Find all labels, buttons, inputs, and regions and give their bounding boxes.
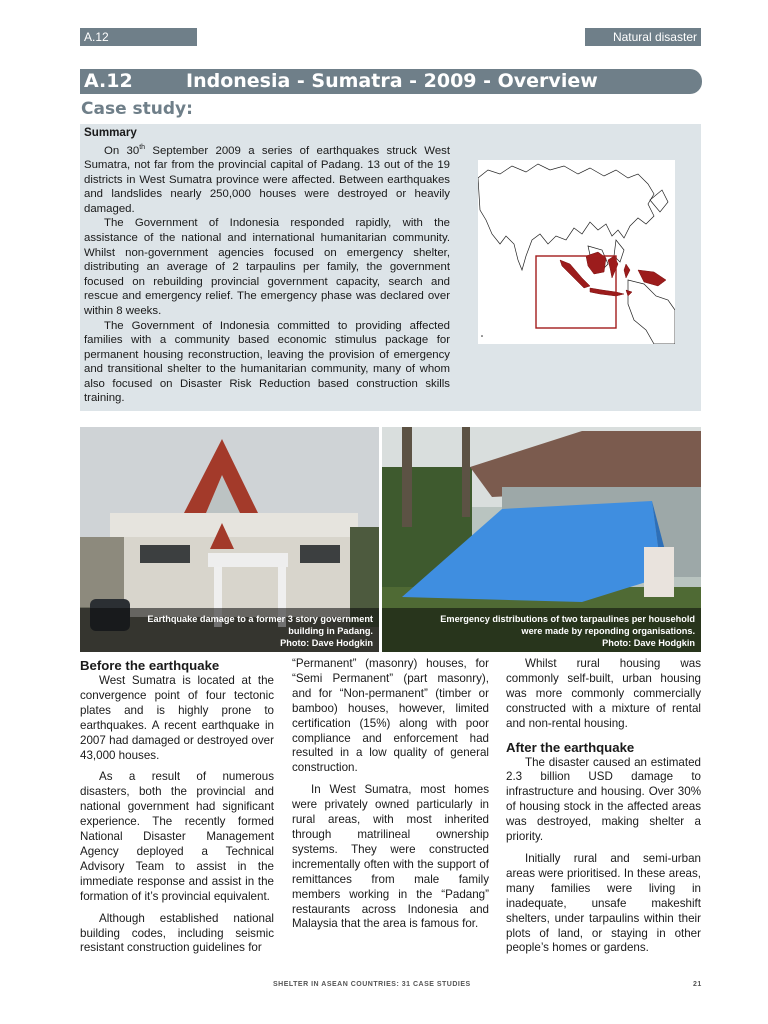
body-paragraph: Whilst rural housing was commonly self-built, urban housing was more commonly commercially constructed with a mixture of rental and non-rental housing.	[506, 657, 701, 730]
section-tag: A.12	[80, 28, 197, 46]
photo-tarpaulin-shelter	[382, 427, 701, 652]
summary-p1-start: On 30	[104, 144, 140, 157]
map-graphic	[478, 160, 675, 344]
body-paragraph: “Permanent” (masonry) houses, for “Semi Permanent” (part masonry), and for “Non-permanent” (timber or bamboo) houses, however, limited certification (15%) along with poor compliance and enforcement had resulted in a low quality of general construction.	[292, 657, 489, 775]
photo-damaged-building	[80, 427, 379, 652]
after-earthquake-heading: After the earthquake	[506, 739, 635, 755]
body-paragraph: The disaster caused an estimated 2.3 billion USD damage to infrastructure and housing. Over 30% of housing stock in the affected areas was destroyed, making shelter a priority.	[506, 755, 701, 844]
body-paragraph: Although established national building codes, including seismic resistant construction guidelines for	[80, 911, 274, 955]
case-code: A.12	[84, 70, 133, 92]
caption-line: building in Padang.	[288, 626, 373, 636]
photo-strip	[80, 427, 701, 652]
text-column-1	[80, 657, 274, 963]
caption-line: were made by reponding organisations.	[521, 626, 695, 636]
summary-text	[84, 126, 450, 406]
summary-paragraph: The Government of Indonesia responded rapidly, with the assistance of the national and international humanitarian community. Whilst non-government agencies focused on emergency shelter, distributing an average of 2 tarpaulins per family, the government focused on rebuilding provincial government capacity, search and rescue and emergency relief. The emergency phase was declared over within 8 weeks.	[84, 217, 450, 317]
category-tag: Natural disaster	[585, 28, 701, 46]
footer-title: SHELTER IN ASEAN COUNTRIES: 31 CASE STUDIES	[273, 981, 471, 988]
location-map	[478, 160, 675, 344]
text-column-2	[292, 657, 489, 939]
summary-paragraph: The Government of Indonesia committed to providing affected families with a community based economic stimulus package for permanent housing reconstruction, leaving the provision of emergency and transitional shelter to the humanitarian community, many of whom also focused on Disaster Risk Reduction based construction skills training.	[84, 319, 450, 405]
summary-paragraph	[84, 141, 450, 217]
page-title: Indonesia - Sumatra - 2009 - Overview	[186, 70, 598, 92]
title-bar	[80, 69, 702, 94]
caption-credit: Photo: Dave Hodgkin	[602, 638, 695, 648]
body-paragraph: In West Sumatra, most homes were privately owned particularly in rural areas, with most inherited through matrilineal ownership systems. They were constructed incrementally often with the support of remittances from male family members working in the “Padang” restaurants across Indonesia and Malaysia that the area is famous for.	[292, 783, 489, 931]
body-paragraph: As a result of numerous disasters, both the provincial and national government had significant experience. The recently formed National Disaster Management Agency deployed a Technical Advisory Team to assist in the immediate response and assist in the formation of it’s provincial equivalent.	[80, 770, 274, 903]
caption-line: Emergency distributions of two tarpaulines per household	[440, 614, 695, 624]
photo-caption-right	[382, 608, 701, 652]
body-paragraph: West Sumatra is located at the convergence point of four tectonic plates and is highly prone to earthquakes. A recent earthquake in 2007 had damaged or destroyed over 43,000 houses.	[80, 674, 274, 762]
summary-p1-end: September 2009 a series of earthquakes struck West Sumatra, not far from the provincial capital of Padang. 13 out of the 19 districts in West Sumatra province were affected. Between earthquakes and landslides nearly 250,000 houses were destroyed or heavily damaged.	[84, 144, 451, 215]
case-study-heading: Case study:	[81, 99, 193, 119]
text-column-3	[506, 657, 701, 963]
page-number: 21	[693, 981, 702, 988]
caption-line: Earthquake damage to a former 3 story government	[147, 614, 373, 624]
photo-caption-left	[80, 608, 379, 652]
summary-p1-sup: th	[139, 143, 146, 151]
before-earthquake-heading: Before the earthquake	[80, 658, 220, 673]
body-paragraph: Initially rural and semi-urban areas were prioritised. In these areas, many families were living in inadequate, unsafe makeshift shelters, under tarpaulins within their plots of land, or staying in other people’s homes or gardens.	[506, 851, 701, 955]
summary-heading: Summary	[84, 126, 137, 139]
caption-credit: Photo: Dave Hodgkin	[280, 638, 373, 648]
summary-box	[80, 124, 701, 411]
